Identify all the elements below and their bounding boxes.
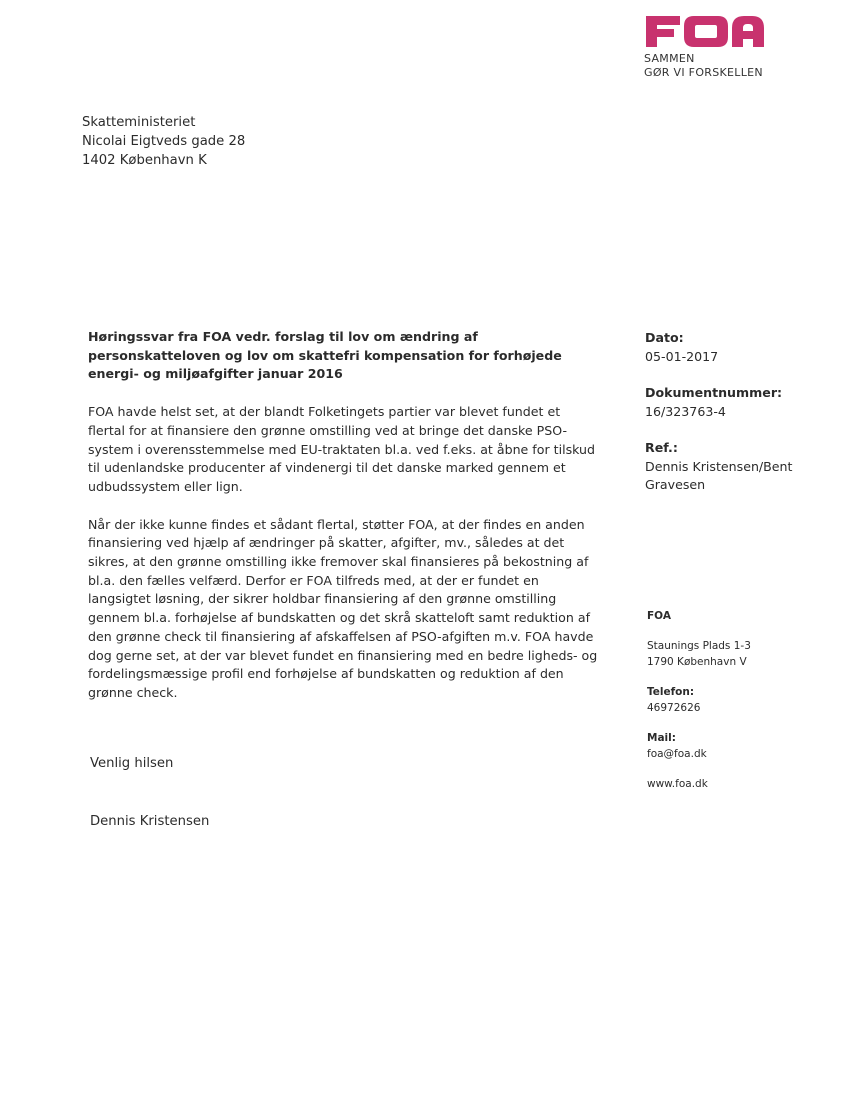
letter-body [88,328,600,722]
recipient-street: Nicolai Eigtveds gade 28 [82,134,246,149]
foa-logo [644,12,769,80]
recipient-name: Skatteministeriet [82,115,196,130]
contact-street: Staunings Plads 1-3 [647,640,751,652]
date-label: Dato: [645,330,684,345]
reference-label: Ref.: [645,440,678,455]
sender-contact [647,608,817,806]
letter-greeting: Venlig hilsen [90,756,174,771]
document-number-label: Dokumentnummer: [645,385,783,400]
phone-label: Telefon: [647,686,695,698]
document-number-value: 16/323763-4 [645,403,726,419]
phone-value: 46972626 [647,702,701,714]
logo-tagline-line2: GØR VI FORSKELLEN [644,66,763,79]
letter-paragraph-2: Når der ikke kunne findes et sådant flertal, støtter FOA, at der findes en anden finansiering ved hjælp af ændringer på skatter, afgifter, mv., således at det sikres, at den grønne omstilling ikke fremover skal finansieres på bekostning af bl.a. den fælles velfærd. Derfor er FOA tilfreds med, at der er fundet en langsigtet løsning, der sikrer holdbar finansiering af den grønne omstilling gennem bl.a. forhøjelse af bundskatten og det skrå skatteloft samt reduktion af den grønne check til finansiering af afskaffelsen af PSO-afgiften m.v. FOA havde dog gerne set, at der var blevet fundet en finansiering med en bedre ligheds- og fordelingsmæssige profil end forhøjelse af bundskatten og reduktion af den grønne check. [88,516,598,700]
letter-meta [645,329,825,513]
contact-org: FOA [647,610,671,622]
logo-tagline-line1: SAMMEN [644,52,695,65]
mail-label: Mail: [647,732,676,744]
website-link[interactable]: www.foa.dk [647,778,708,790]
mail-value: foa@foa.dk [647,748,707,760]
letter-paragraph-1: FOA havde helst set, at der blandt Folketingets partier var blevet fundet et flertal for at finansiere den grønne omstilling ved at bringe det danske PSO-system i overensstemmelse med EU-traktaten bl.a. ved f.eks. at åbne for tilskud til udenlandske producenter af vindenergi til det danske marked gennem et udbudssystem eller lign. [88,404,596,494]
recipient-city: 1402 København K [82,153,207,168]
letter-signer: Dennis Kristensen [90,814,210,829]
date-value: 05-01-2017 [645,348,719,364]
recipient-address [82,113,245,170]
foa-wordmark-logo [644,12,766,50]
contact-city: 1790 København V [647,656,747,668]
letter-subject: Høringssvar fra FOA vedr. forslag til lov om ændring af personskatteloven og lov om skattefri kompensation for forhøjede energi- og miljøafgifter januar 2016 [88,329,562,382]
reference-value: Dennis Kristensen/Bent Gravesen [645,458,793,492]
